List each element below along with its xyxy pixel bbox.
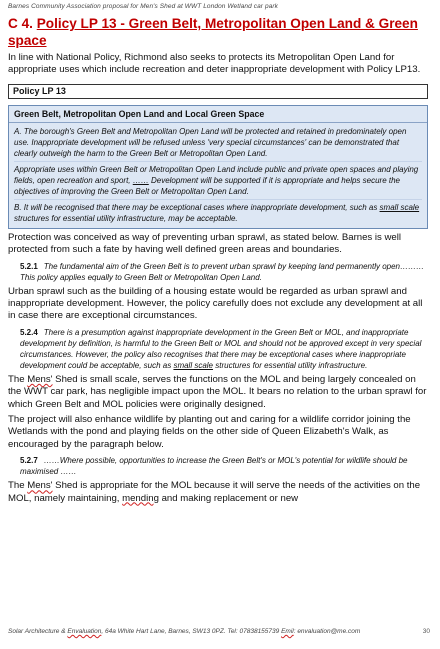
section-title-text: Policy LP 13 - Green Belt, Metropolitan Open Land & Green space bbox=[8, 16, 418, 48]
running-header: Barnes Community Association proposal for Men's Shed at WWT London Wetland car park bbox=[8, 3, 279, 10]
policy-item-a2: Appropriate uses within Green Belt or Metropolitan Open Land include public and private open spaces and playing fields, open recreation and sport, …… Development will be supported if it is appropriate and helps secure the objectives of improving the Green Belt or Metropolitan Open Land. bbox=[14, 161, 422, 197]
policy-label: Policy LP 13 bbox=[8, 84, 428, 99]
policy-item-a: A. The borough's Green Belt and Metropolitan Open Land will be protected and retained in predominately open use. Inappropriate development will be refused unless 'very special circumstances' can be demonstrated that clearly outweigh the harm to the Green Belt or Metropolitan Open Land. bbox=[14, 126, 407, 158]
ellipsis-link: …… bbox=[132, 175, 149, 185]
page-number: 30 bbox=[422, 628, 430, 635]
quote-5-2-1: 5.2.1 The fundamental aim of the Green Belt is to prevent urban sprawl by keeping land permanently open………This policy applies equally to Green Belt or Metropolitan Open Land. bbox=[20, 261, 425, 282]
paragraph-wildlife: The project will also enhance wildlife by planting out and caring for a wildlife corridor joining the Wetlands with the pond and playing fields on the other side of Queen Elizabeth's Walk, as encouraged by the paragraph below. bbox=[8, 414, 411, 450]
quote-number: 5.2.4 bbox=[20, 327, 38, 337]
section-number: C 4. bbox=[8, 16, 33, 31]
paragraph-appropriate: The Mens' Shed is appropriate for the MOL because it will serve the needs of the activities on the MOL, namely maintaining, mending and making replacement or new bbox=[8, 480, 421, 504]
section-title bbox=[8, 15, 428, 49]
intro-paragraph: In line with National Policy, Richmond also seeks to protects its Metropolitan Open Land for appropriate uses which include recreation and deter inappropriate development with Policy LP13. bbox=[8, 52, 421, 76]
quote-5-2-4: 5.2.4 There is a presumption against inappropriate development in the Green Belt or MOL, and inappropriate development by definition, is harmful to the Green Belt or MOL and should not be approved except in very special circumstances. However, the policy also recognises that there may be exceptional cases where inappropriate development could be acceptable, such as small scale structures for essential utility infrastructure. bbox=[20, 327, 422, 370]
quote-number: 5.2.7 bbox=[20, 456, 38, 466]
paragraph-mens-shed-scale: The Mens' Shed is small scale, serves the functions on the MOL and being largely concealed on the WWT car park, has negligible impact upon the MOL. It bears no relation to the urban sprawl for which Green Belt and MOL policies were originally designed. bbox=[8, 373, 427, 410]
quote-5-2-7: 5.2.7 ……Where possible, opportunities to increase the Green Belt's or MOL's potential for wildlife should be maximised …… bbox=[20, 456, 408, 477]
document-page bbox=[8, 0, 428, 505]
quote-number: 5.2.1 bbox=[20, 261, 38, 271]
policy-box-title: Green Belt, Metropolitan Open Land and Local Green Space bbox=[9, 109, 427, 123]
page-footer: Solar Architecture & Envaluation, 64a White Hart Lane, Barnes, SW13 0PZ. Tel: 07838155739 Emil: envaluation@me.com 30 bbox=[8, 628, 430, 635]
paragraph-protection: Protection was conceived as way of preventing urban sprawl, as stated below. Barnes is well protected from such a fate by having well defined green areas and boundaries. bbox=[8, 231, 402, 256]
policy-item-b: B. It will be recognised that there may be exceptional cases where inappropriate development, such as small scale structures for essential utility infrastructure, may be acceptable. bbox=[14, 199, 422, 224]
policy-box bbox=[8, 105, 428, 229]
paragraph-urban-sprawl: Urban sprawl such as the building of a housing estate would be regarded as urban sprawl and inappropriate development. However, the policy carefully does not exclude any development at all in case there are exceptional circumstances. bbox=[8, 285, 423, 322]
